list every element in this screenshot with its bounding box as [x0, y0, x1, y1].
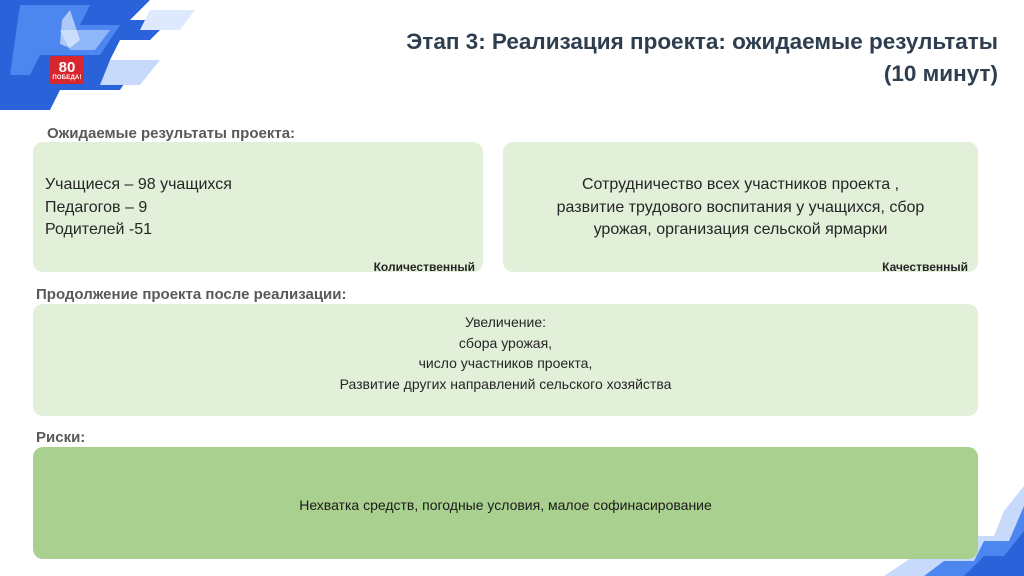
quantitative-tag: Количественный [373, 260, 475, 274]
continuation-box [33, 304, 978, 416]
quantitative-line: Учащиеся – 98 учащихся [45, 176, 232, 193]
continuation-line: Развитие других направлений сельского хозяйства [339, 375, 672, 392]
continuation-line: число участников проекта, [418, 355, 593, 371]
continuation-line: Увеличение: [464, 314, 546, 330]
qualitative-line: развитие трудового воспитания у учащихся, сбор [556, 198, 925, 216]
quantitative-line: Педагогов – 9 [45, 198, 148, 216]
continuation-line: сбора урожая, [458, 334, 553, 351]
risks-label: Риски: [36, 429, 86, 446]
title-line-1: Этап 3: Реализация проекта: ожидаемые результаты [406, 29, 998, 54]
qualitative-line: Сотрудничество всех участников проекта , [581, 176, 900, 193]
victory-80-logo [50, 56, 84, 84]
page-title [298, 26, 998, 90]
quantitative-results-text [45, 174, 232, 242]
title-line-2: (10 минут) [883, 61, 998, 86]
logo-number: 80 [58, 58, 76, 76]
logo-word: ПОБЕДА! [52, 74, 82, 81]
qualitative-line: урожая, организация сельской ярмарки [593, 221, 888, 238]
risks-text: Нехватка средств, погодные условия, малое софинасирование [299, 497, 712, 513]
continuation-text [33, 312, 978, 394]
quantitative-line: Родителей -51 [45, 221, 153, 238]
expected-results-label: Ожидаемые результаты проекта: [47, 125, 296, 142]
risks-box [33, 447, 978, 559]
qualitative-results-text [513, 174, 968, 242]
quantitative-results-box [33, 142, 483, 272]
qualitative-tag: Качественный [882, 260, 968, 274]
qualitative-results-box [503, 142, 978, 272]
continuation-label: Продолжение проекта после реализации: [36, 286, 347, 303]
corner-decoration-top-left [0, 0, 200, 110]
